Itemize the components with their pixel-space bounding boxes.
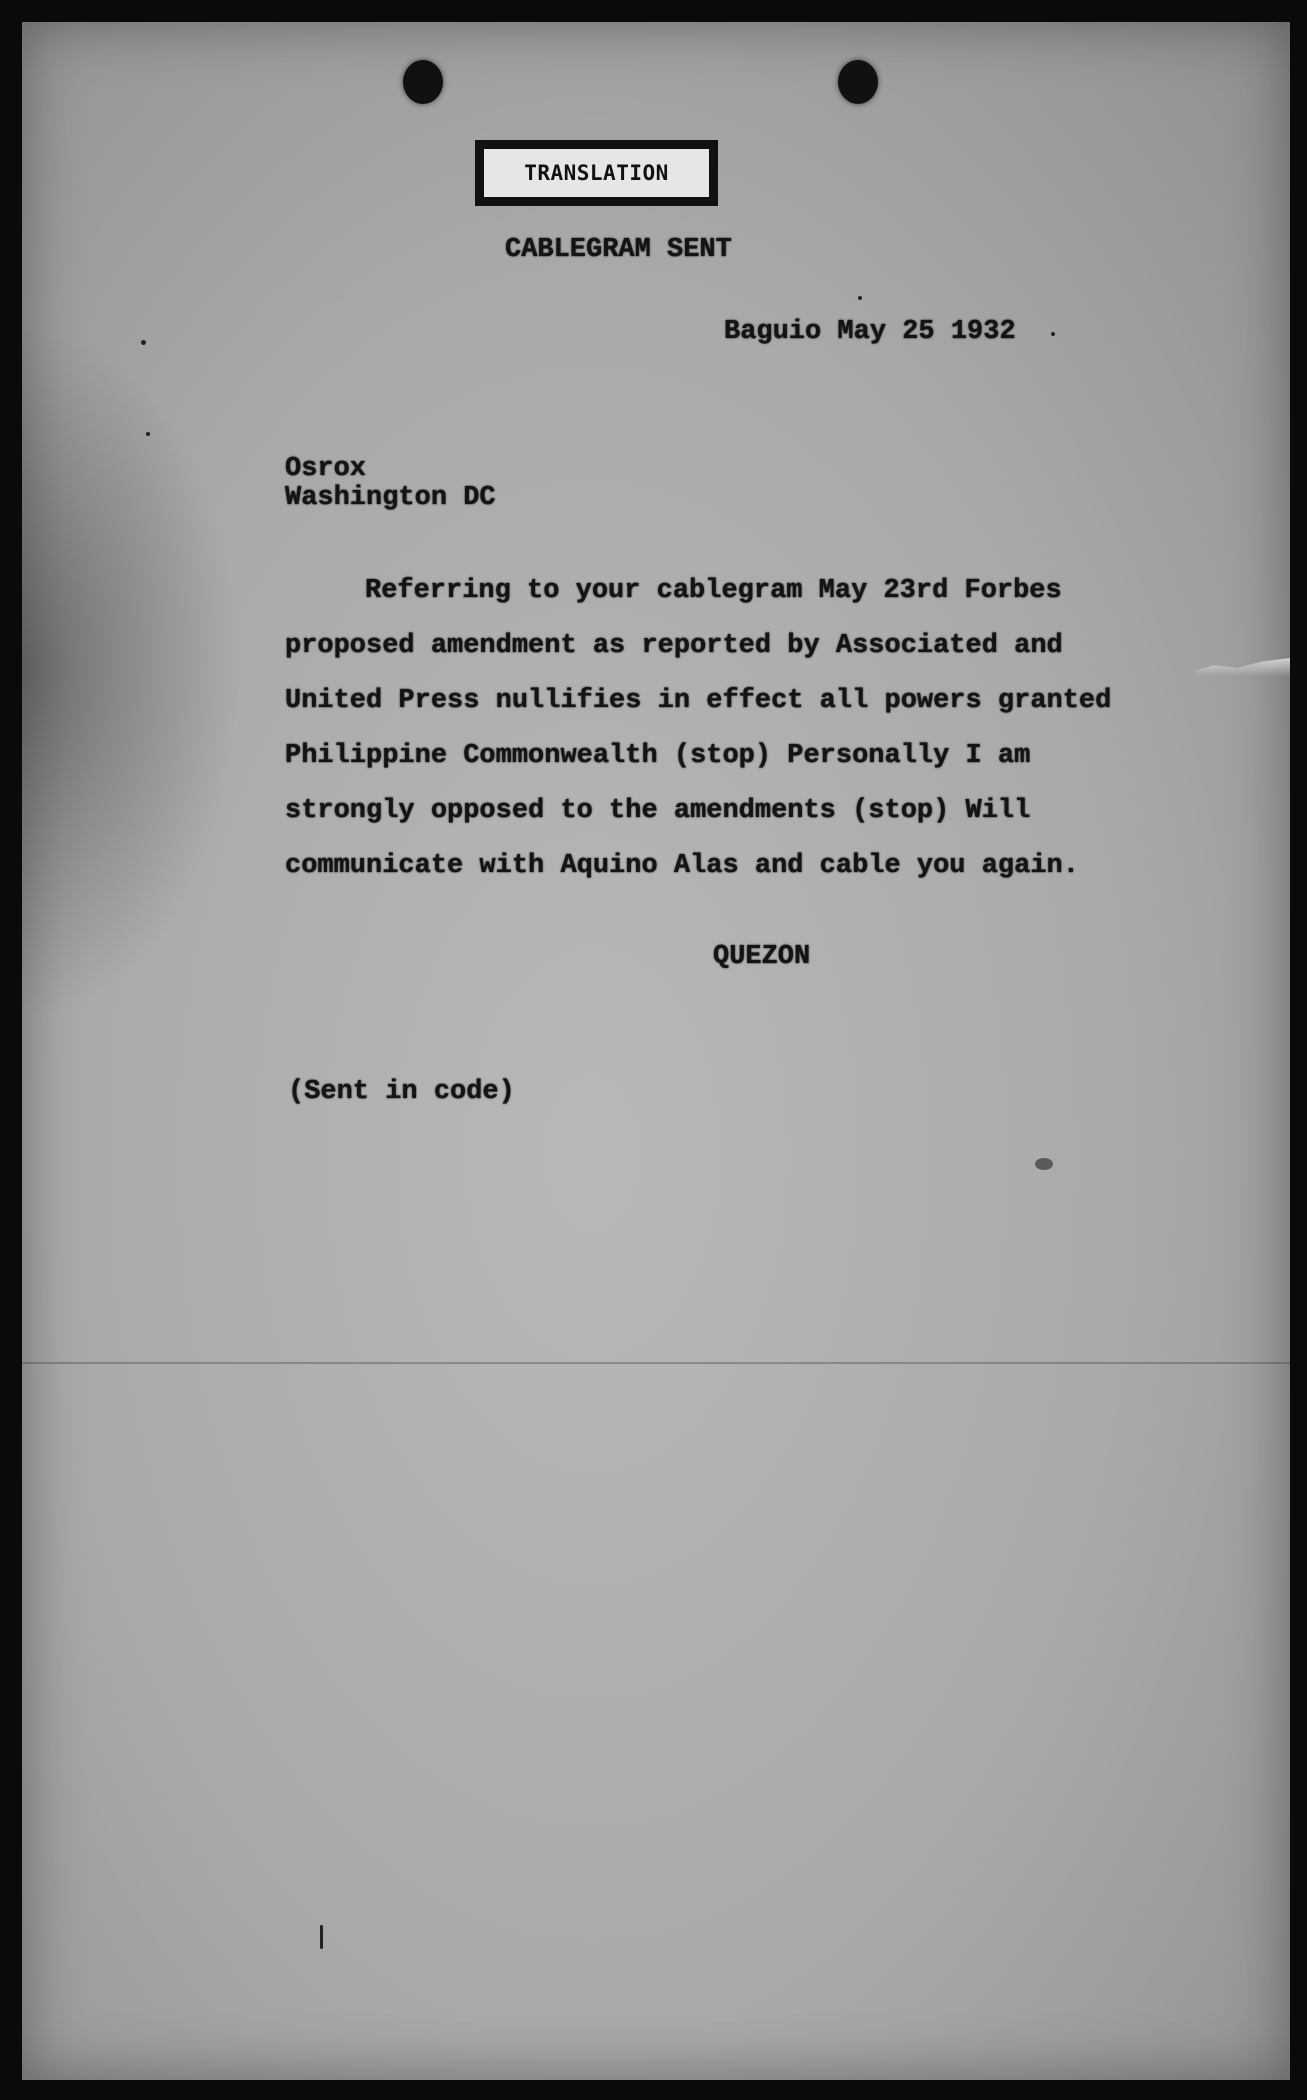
ink-speck <box>858 296 862 300</box>
ink-speck <box>146 432 150 436</box>
signature: QUEZON <box>713 942 811 972</box>
paper-sheet <box>22 22 1290 2080</box>
body-line: Philippine Commonwealth (stop) Personally I am <box>285 741 1031 771</box>
ink-speck <box>141 340 146 345</box>
ink-speck <box>320 1925 323 1949</box>
paper-shadow <box>22 322 242 1022</box>
body-line: strongly opposed to the amendments (stop) Will <box>285 796 1031 826</box>
body-line: Referring to your cablegram May 23rd Forbes <box>365 576 1062 606</box>
document-heading: CABLEGRAM SENT <box>505 235 732 265</box>
punch-hole-right <box>838 60 878 104</box>
body-line: communicate with Aquino Alas and cable you again. <box>285 851 1079 881</box>
date-line: Baguio May 25 1932 <box>724 317 1016 347</box>
translation-stamp <box>475 140 718 206</box>
body-line: proposed amendment as reported by Associated and <box>285 631 1063 661</box>
addressee-location: Washington DC <box>285 483 496 513</box>
fold-line <box>22 1362 1290 1364</box>
addressee-name: Osrox <box>285 454 367 484</box>
ink-speck <box>1035 1158 1053 1170</box>
transmission-note: (Sent in code) <box>288 1077 515 1107</box>
message-body <box>285 564 1115 894</box>
body-line: United Press nullifies in effect all powers granted <box>285 686 1112 716</box>
ink-speck <box>1051 332 1055 336</box>
stamp-label: TRANSLATION <box>484 149 709 197</box>
punch-hole-left <box>403 60 443 104</box>
